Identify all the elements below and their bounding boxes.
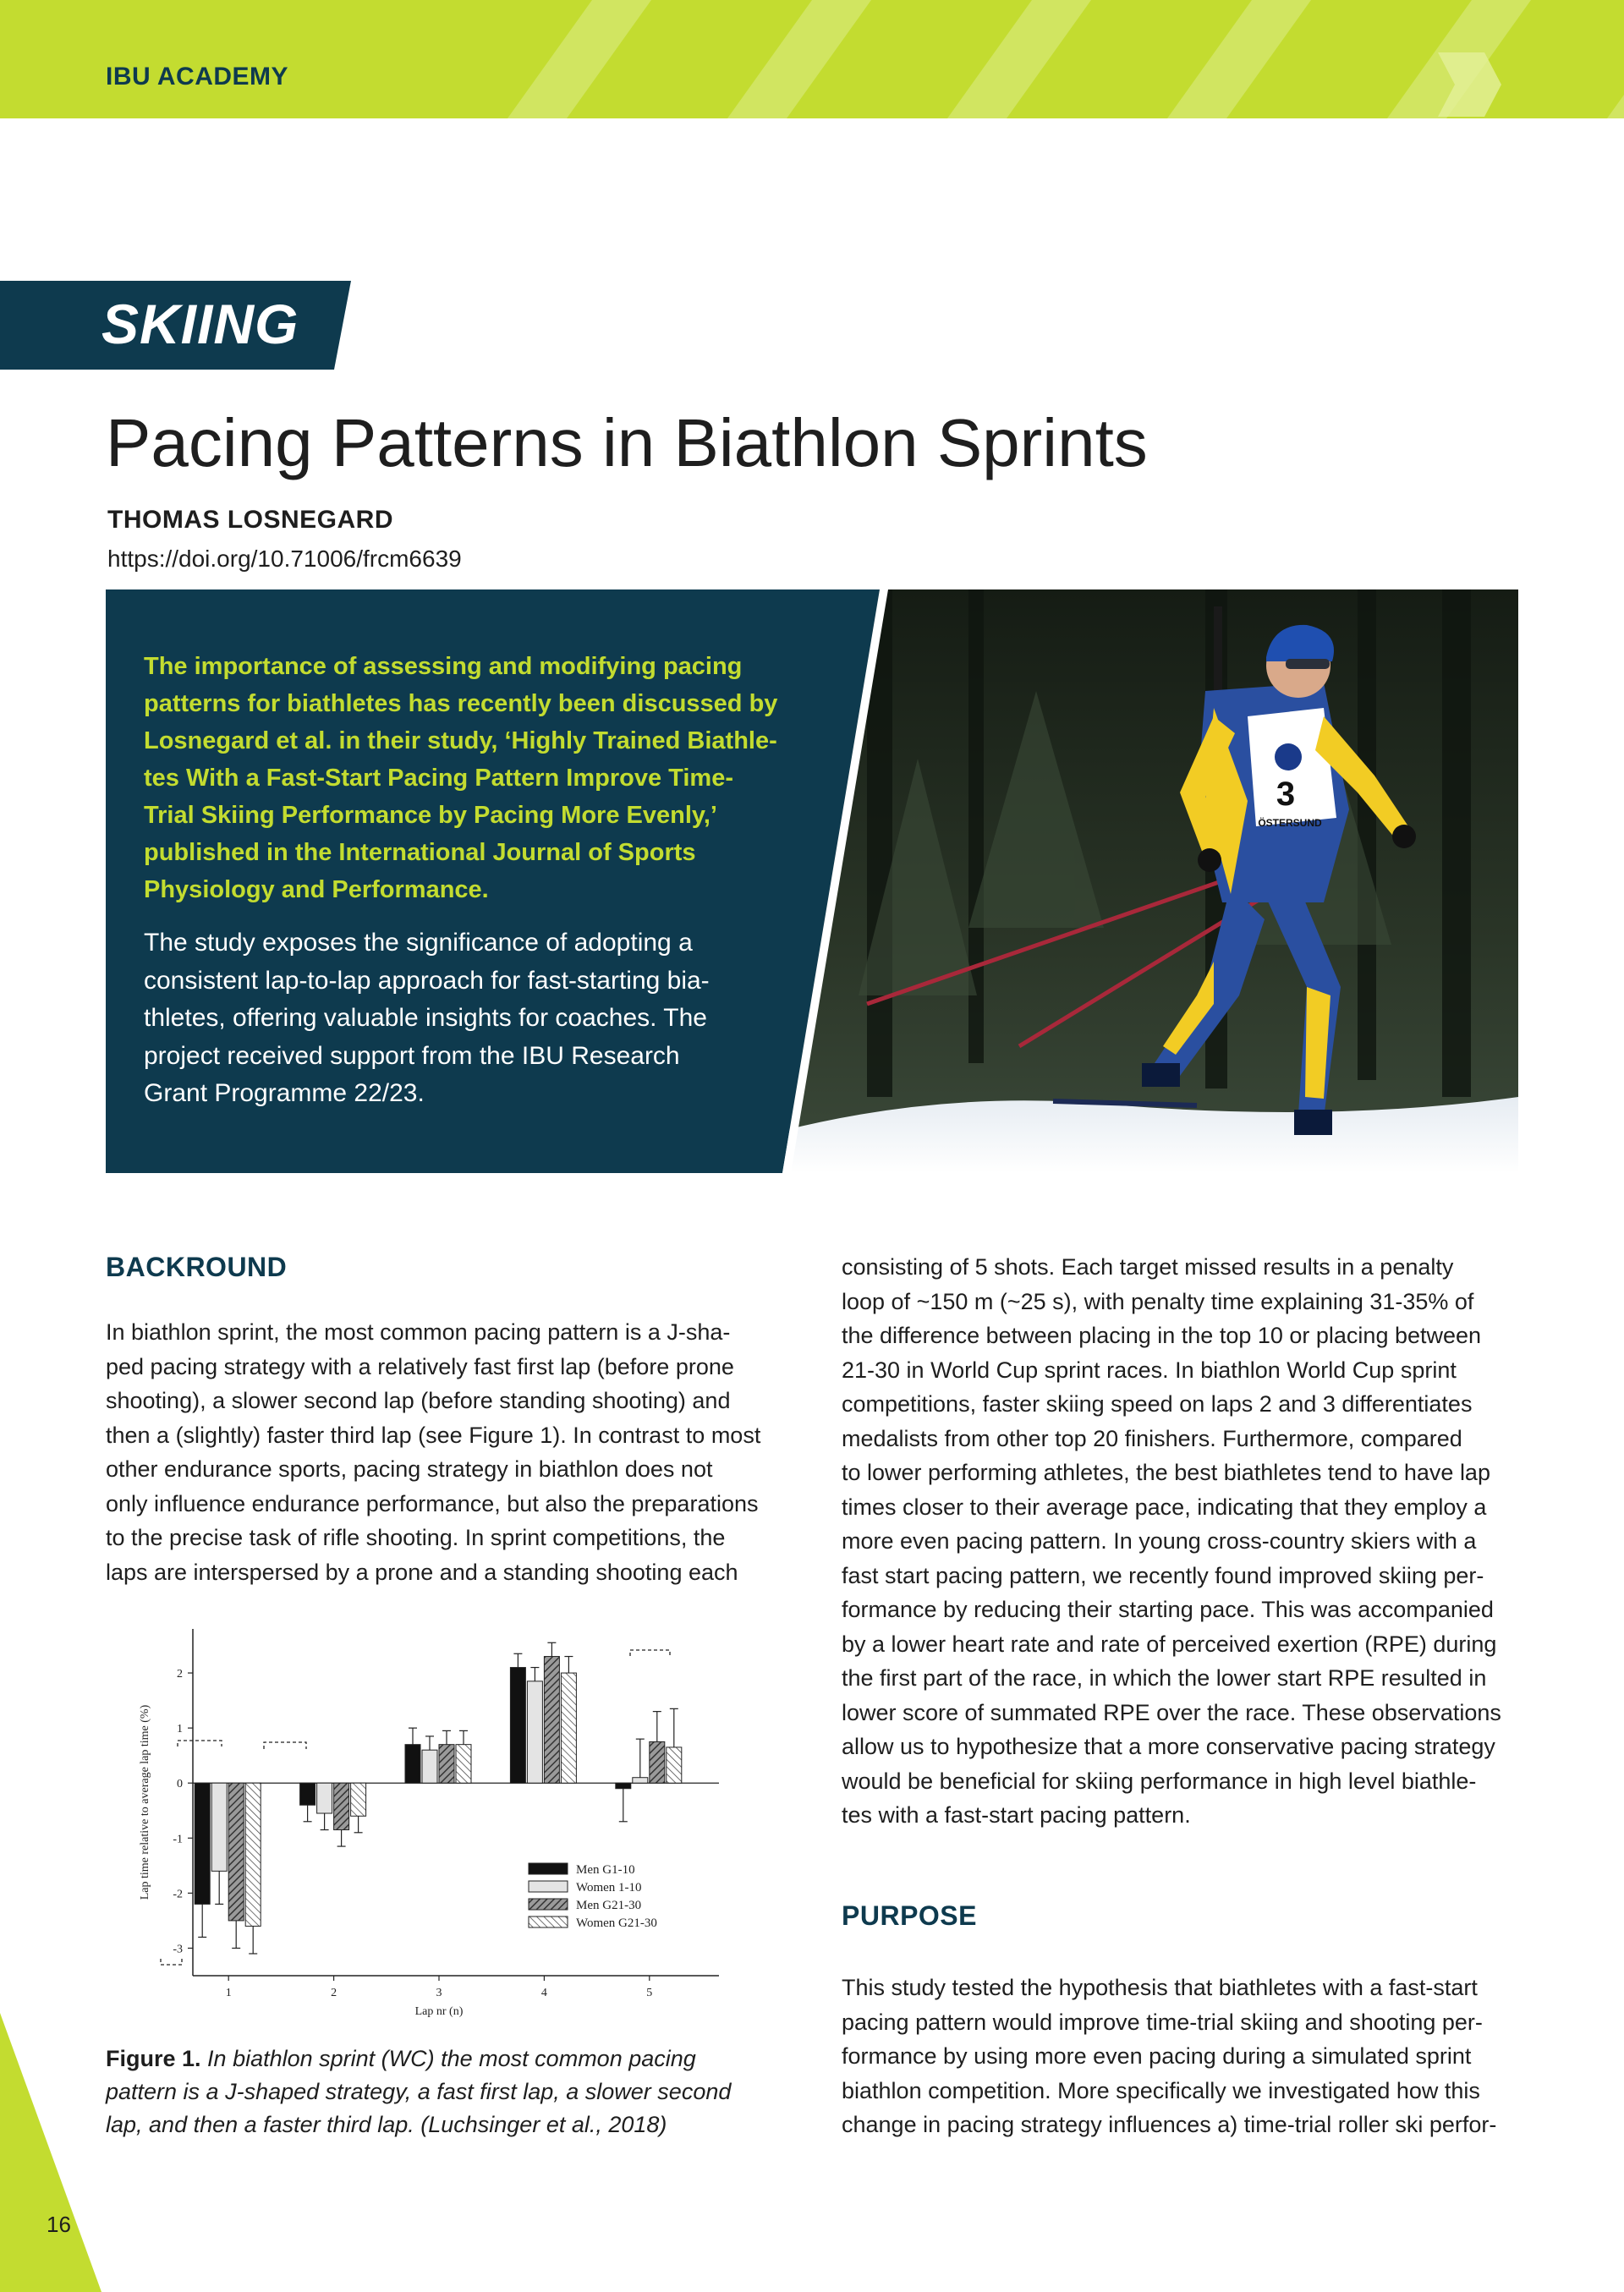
x-tick-label: 5 [646,1987,653,1999]
bar [667,1747,682,1783]
bar [211,1783,227,1871]
purpose-text: This study tested the hypothesis that biathletes with a fast-start pacing pattern would improve time-trial skiing and shooting per- formance by using more even pacing during a simulated sprint biathlon competition. More specifically we investigated how this change in pacing strategy influences a) time-trial roller ski perfor- [842,1975,1497,2137]
y-tick-label: -2 [173,1888,183,1901]
bar [633,1778,648,1784]
bar [544,1657,559,1784]
x-tick-label: 3 [436,1987,442,1999]
y-tick-label: -1 [173,1833,183,1846]
author-name: THOMAS LOSNEGARD [107,506,393,534]
purpose-heading: PURPOSE [842,1900,977,1931]
legend-swatch [529,1863,568,1874]
brand-label: IBU ACADEMY [106,63,289,90]
bar [616,1783,631,1789]
bar [351,1783,366,1816]
section-label: SKIING [102,293,299,355]
bar [195,1783,210,1904]
bar [300,1783,315,1805]
svg-text:3: 3 [1276,776,1296,813]
legend-swatch [529,1899,568,1910]
background-text: In biathlon sprint, the most common pacing pattern is a J-sha- ped pacing strategy with a relatively fast first lap (before prone shooting), a slower second lap (before standing shooting) and then a (slightly) faster third lap (see Figure 1). In contrast to most other endurance sports, pacing strategy in biathlon does not only influence endurance performance, but also the preparations to the precise task of rifle shooting. In sprint competitions, the laps are interspersed by a prone and a standing shooting each [106,1319,761,1585]
bar [228,1783,244,1921]
athlete-photo [782,589,1518,1173]
bar [439,1745,454,1784]
bar [456,1745,471,1784]
x-axis-label: Lap nr (n) [414,2005,464,2018]
legend-swatch [529,1916,568,1927]
bar [527,1681,542,1783]
bar [334,1783,349,1829]
doi-link[interactable]: https://doi.org/10.71006/frcm6639 [107,546,462,572]
article-title: Pacing Patterns in Biathlon Sprints [106,405,1148,480]
intro-body: The study exposes the significance of adopting a consistent lap-to-lap approach for fast-starting bia- thletes, offering valuable insights for coaches. The project received support from the IBU Research Grant Programme 22/23. [144,929,710,1107]
y-tick-label: 2 [177,1668,183,1681]
corner-accent [0,2013,102,2292]
bar [650,1741,665,1783]
y-tick-label: 1 [177,1723,183,1736]
legend-label: Women 1-10 [576,1881,642,1894]
y-axis-label: Lap time relative to average lap time (%) [139,1704,151,1900]
bar [510,1668,525,1784]
x-tick-label: 4 [540,1987,547,1999]
intro-highlight: The importance of assessing and modifying pacing patterns for biathletes has recently been discussed by Losnegard et al. in their study, ‘Highly Trained Biathle- tes With a Fast-Start Pacing Pattern Improve Time- Trial Skiing Performance by Pacing More Evenly,’ published in the International Journal of Sports Physiology and Performance. [144,653,778,903]
x-tick-label: 1 [225,1987,232,1999]
bar [245,1783,261,1926]
bar [405,1745,420,1784]
chart-legend [529,1863,657,1930]
background-heading: BACKROUND [106,1252,288,1282]
figure-caption: Figure 1. In biathlon sprint (WC) the most common pacing pattern is a J-shaped strategy, a fast first lap, a slower second lap, and then a faster third lap. (Luchsinger et al., 2018) [106,2046,732,2137]
legend-label: Men G1-10 [576,1863,635,1877]
page-number: 16 [47,2212,71,2237]
x-tick-label: 2 [331,1987,337,1999]
y-tick-label: 0 [177,1778,183,1791]
svg-text:ÖSTERSUND: ÖSTERSUND [1258,817,1322,829]
bar [422,1750,437,1783]
column-2-text: consisting of 5 shots. Each target missed results in a penalty loop of ~150 m (~25 s), with penalty time explaining 31-35% of the difference between placing in the top 10 or placing between 21-30 in World Cup sprint races. In biathlon World Cup sprint competitions, faster skiing speed on laps 2 and 3 differentiates medalists from other top 20 finishers. Furthermore, compared to lower performing athletes, the best biathletes tend to have lap times closer to their average pace, indicating that they employ a more even pacing pattern. In young cross-country skiers with a fast start pacing pattern, we recently found improved skiing per- formance by reducing their starting pace. This was accompanied by a lower heart rate and rate of perceived exertion (RPE) during the first part of the race, in which the lower start RPE resulted in lower score of summated RPE over the race. These observations allow us to hypothesize that a more conservative pacing strategy would be beneficial for skiing performance in high level biathle- tes with a fast-start pacing pattern. [842,1254,1501,1828]
legend-label: Women G21-30 [576,1916,657,1930]
y-tick-label: -3 [173,1943,183,1956]
caption-label: Figure 1. [106,2046,201,2071]
bar [317,1783,332,1813]
bar [561,1673,576,1783]
legend-swatch [529,1881,568,1892]
header-band [0,0,1624,118]
legend-label: Men G21-30 [576,1899,642,1912]
figure-1-chart [127,1622,727,2020]
